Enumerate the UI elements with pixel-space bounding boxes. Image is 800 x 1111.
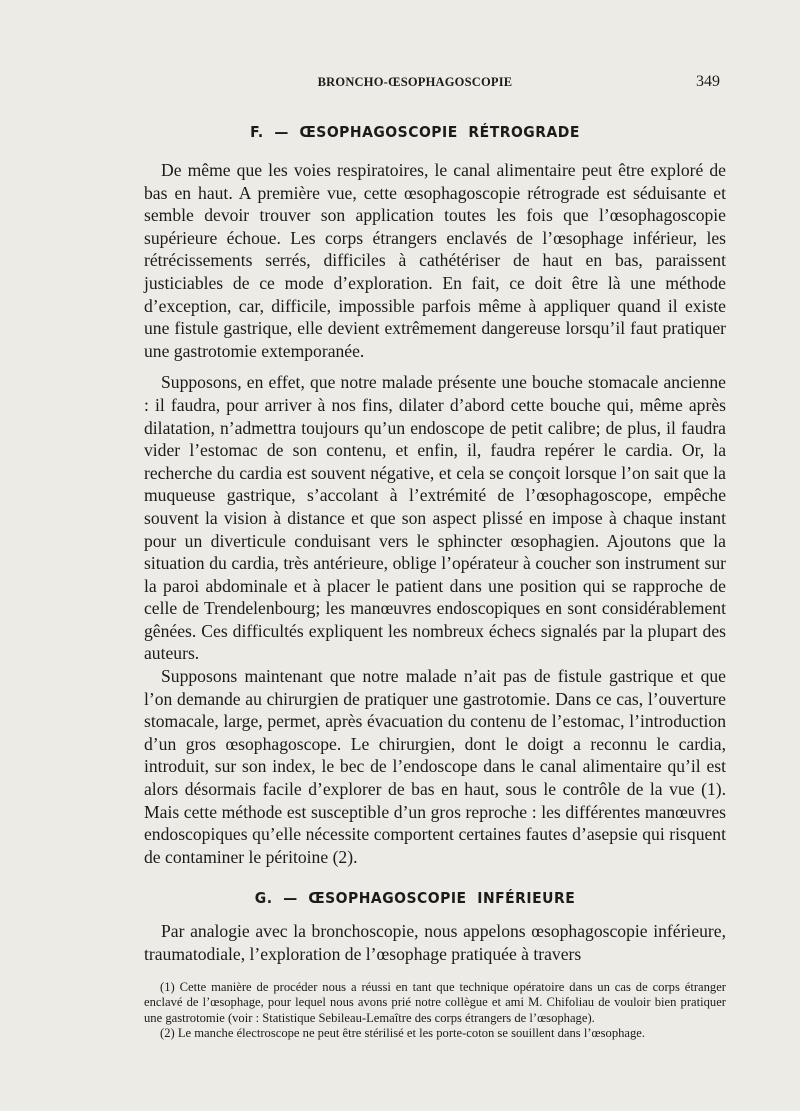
paragraph: Supposons maintenant que notre malade n’ait pas de fistule gastrique et que l’on demande au chirurgien de pratiquer une gastrotomie. Dans ce cas, l’ouverture stomacale, large, permet, après évacuation du contenu de l’estomac, l’introduction d’un gros œsophagoscope. Le chirurgien, dont le doigt a reconnu le cardia, introduit, sur son index, le bec de l’endoscope dans le canal alimentaire qu’il est alors désormais facile d’explorer de bas en haut, sous le contrôle de la vue (1). Mais cette méthode est susceptible d’un gros reproche : les différentes manœuvres endoscopiques qu’elle nécessite comportent certaines fautes d’asepsie qui risquent de contaminer le péritoine (2). bbox=[144, 666, 726, 867]
section-heading-f: F. — ŒSOPHAGOSCOPIE RÉTROGRADE bbox=[250, 123, 580, 141]
paragraph: Par analogie avec la bronchoscopie, nous appelons œsophagoscopie inférieure, traumatodiale, l’exploration de l’œsophage pratiquée à travers bbox=[144, 921, 726, 964]
paragraph: De même que les voies respiratoires, le canal alimentaire peut être exploré de bas en haut. A première vue, cette œsophagoscopie rétrograde est séduisante et semble devoir trouver son application toutes les fois que l’œsophagoscopie supérieure échoue. Les corps étrangers enclavés de l’œsophage inférieur, les rétrécissements serrés, difficiles à cathétériser de haut en bas, paraissent justiciables de ce mode d’exploration. En fait, ce doit être là une méthode d’exception, car, difficile, impossible parfois même à appliquer quand il existe une fistule gastrique, elle devient extrêmement dangereuse lorsqu’il faut pratiquer une gastrotomie extemporanée. bbox=[144, 160, 726, 361]
footnote: (1) Cette manière de procéder nous a réussi en tant que technique opératoire dans un cas de corps étranger enclavé de l’œsophage, pour lequel nous avons prié notre collègue et ami M. Chifoliau de vouloir bien pratiquer une gastrotomie (voir : Statistique Sebileau-Lemaître des corps étrangers de l’œsophage). bbox=[144, 980, 726, 1025]
running-title: BRONCHO-ŒSOPHAGOSCOPIE bbox=[317, 75, 513, 89]
footnote: (2) Le manche électroscope ne peut être stérilisé et les porte-coton se souillent dans l’œsophage. bbox=[160, 1026, 646, 1041]
section-heading-g: G. — ŒSOPHAGOSCOPIE INFÉRIEURE bbox=[254, 889, 576, 907]
page-number: 349 bbox=[696, 73, 720, 90]
running-head bbox=[110, 75, 720, 95]
section-f-body bbox=[144, 159, 726, 868]
paragraph: Supposons, en effet, que notre malade présente une bouche stomacale ancienne : il faudra, pour arriver à nos fins, dilater d’abord cette bouche qui, même après dilatation, n’admettra toujours qu’un endoscope de petit calibre; de plus, il faudra vider l’estomac de son contenu, et enfin, il, faudra repérer le cardia. Or, la recherche du cardia est souvent négative, et cela se conçoit lorsque l’on sait que la muqueuse gastrique, s’accolant à l’extrémité de l’œsophagoscope, empêche souvent la vision à distance et que son aspect plissé en impose à chaque instant pour un diverticule conduisant vers le sphincter œsophagien. Ajoutons que la situation du cardia, très antérieure, oblige l’opérateur à coucher son instrument sur la paroi abdominale et à placer le patient dans une position qui se rapproche de celle de Trendelenbourg; les manœuvres endoscopiques en sont considérablement gênées. Ces difficultés expliquent les nombreux échecs signalés par la plupart des auteurs. bbox=[144, 372, 726, 664]
footnotes bbox=[144, 980, 726, 1042]
section-g-body bbox=[144, 920, 726, 965]
